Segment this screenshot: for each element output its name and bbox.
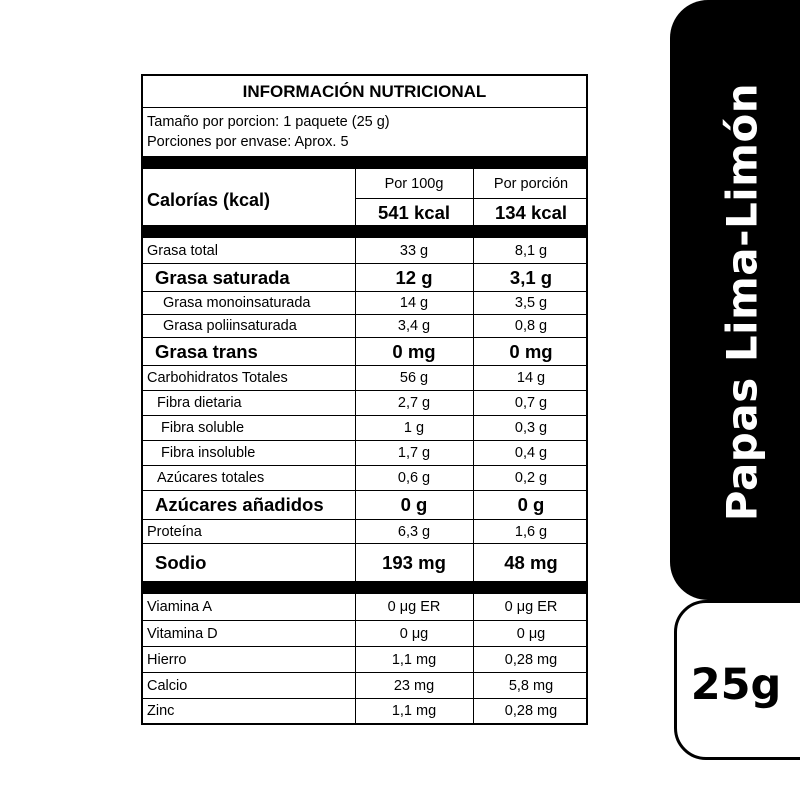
vitamin-zinc-row [143, 699, 586, 723]
vitamin-hierro-per100: 1,1 mg [391, 651, 437, 668]
thick-divider [143, 156, 586, 169]
nutrient-grasa-monoinsaturada-per100: 14 g [399, 295, 429, 311]
nutrient-grasa-total-per100: 33 g [399, 242, 429, 259]
nutrient-azucares-totales-row [143, 466, 586, 490]
nutrient-grasa-total-perportion: 8,1 g [514, 242, 548, 259]
nutrient-grasa-poliinsaturada-label: Grasa poliinsaturada [163, 318, 297, 334]
nutrition-facts-table [141, 74, 588, 725]
vitamin-viamina-a-per100: 0 μg ER [387, 599, 441, 615]
vitamin-vitamina-d-per100: 0 μg [399, 625, 429, 642]
nutrient-fibra-soluble-label: Fibra soluble [161, 420, 245, 436]
vitamin-hierro-perportion: 0,28 mg [504, 651, 558, 668]
nutrient-grasa-saturada-label: Grasa saturada [155, 266, 290, 288]
col-perportion-header: Por porción [493, 176, 569, 192]
nutrient-grasa-saturada-per100: 12 g [395, 266, 433, 288]
nutrient-azucares-totales-per100: 0,6 g [397, 470, 431, 486]
table-title: INFORMACIÓN NUTRICIONAL [242, 82, 487, 101]
nutrient-azucares-anadidos-label: Azúcares añadidos [155, 494, 324, 515]
nutrient-carbohidratos-totales-label: Carbohidratos Totales [147, 370, 288, 386]
nutrient-sodio-row [143, 544, 586, 581]
vitamin-hierro-row [143, 647, 586, 672]
nutrient-carbohidratos-totales-perportion: 14 g [516, 370, 546, 386]
nutrient-fibra-soluble-row [143, 416, 586, 440]
calories-perportion: 134 kcal [494, 202, 567, 223]
vitamin-calcio-label: Calcio [147, 677, 188, 694]
nutrient-grasa-monoinsaturada-perportion: 3,5 g [514, 295, 548, 311]
nutrient-fibra-insoluble-row [143, 441, 586, 465]
nutrient-fibra-dietaria-label: Fibra dietaria [157, 395, 242, 411]
product-name: Papas Lima-Limón [717, 82, 767, 522]
serving-size: Tamaño por porcion: 1 paquete (25 g) [147, 114, 390, 130]
col-per100-header: Por 100g [384, 176, 444, 192]
nutrient-proteina-per100: 6,3 g [397, 523, 431, 540]
vitamin-calcio-per100: 23 mg [393, 677, 435, 694]
nutrient-grasa-poliinsaturada-per100: 3,4 g [397, 318, 431, 334]
nutrient-proteina-row [143, 520, 586, 543]
vitamin-zinc-perportion: 0,28 mg [504, 703, 558, 719]
nutrient-fibra-soluble-per100: 1 g [403, 420, 425, 436]
nutrient-grasa-total-row [143, 238, 586, 263]
vitamin-hierro-label: Hierro [147, 651, 187, 668]
nutrient-grasa-trans-label: Grasa trans [155, 340, 258, 362]
nutrient-azucares-anadidos-row [143, 491, 586, 519]
nutrient-fibra-insoluble-label: Fibra insoluble [161, 445, 256, 461]
vitamin-vitamina-d-perportion: 0 μg [516, 625, 546, 642]
nutrient-fibra-dietaria-perportion: 0,7 g [514, 395, 548, 411]
nutrient-grasa-trans-per100: 0 mg [392, 340, 436, 362]
vitamin-zinc-label: Zinc [147, 703, 175, 719]
nutrient-azucares-totales-perportion: 0,2 g [514, 470, 548, 486]
vitamin-viamina-a-label: Viamina A [147, 599, 213, 615]
nutrient-grasa-saturada-row [143, 264, 586, 291]
vitamin-vitamina-d-label: Vitamina D [147, 625, 218, 642]
nutrient-grasa-poliinsaturada-row [143, 315, 586, 337]
nutrient-azucares-anadidos-perportion: 0 g [517, 494, 545, 515]
nutrient-fibra-dietaria-row [143, 391, 586, 415]
nutrient-grasa-monoinsaturada-row [143, 292, 586, 314]
vitamin-calcio-perportion: 5,8 mg [508, 677, 554, 694]
thick-divider [143, 225, 586, 238]
nutrient-grasa-trans-perportion: 0 mg [509, 340, 553, 362]
nutrient-fibra-soluble-perportion: 0,3 g [514, 420, 548, 436]
nutrient-grasa-total-label: Grasa total [147, 242, 218, 259]
nutrient-grasa-saturada-perportion: 3,1 g [509, 266, 553, 288]
vitamin-calcio-row [143, 673, 586, 698]
net-weight: 25g [690, 660, 782, 710]
thick-divider [143, 581, 586, 594]
nutrient-sodio-per100: 193 mg [382, 551, 446, 573]
nutrient-proteina-label: Proteína [147, 523, 202, 540]
vitamin-viamina-a-perportion: 0 μg ER [504, 599, 558, 615]
nutrient-sodio-label: Sodio [155, 551, 207, 573]
nutrient-carbohidratos-totales-row [143, 366, 586, 390]
vitamin-vitamina-d-row [143, 621, 586, 646]
nutrient-fibra-insoluble-per100: 1,7 g [397, 445, 431, 461]
vitamin-zinc-per100: 1,1 mg [391, 703, 437, 719]
nutrient-grasa-monoinsaturada-label: Grasa monoinsaturada [163, 295, 311, 311]
calories-per100: 541 kcal [377, 202, 450, 223]
nutrient-grasa-poliinsaturada-perportion: 0,8 g [514, 318, 548, 334]
nutrient-fibra-insoluble-perportion: 0,4 g [514, 445, 548, 461]
calories-label: Calorías (kcal) [147, 189, 271, 210]
nutrient-grasa-trans-row [143, 338, 586, 365]
nutrient-azucares-totales-label: Azúcares totales [157, 470, 265, 486]
nutrient-sodio-perportion: 48 mg [504, 551, 558, 573]
nutrient-azucares-anadidos-per100: 0 g [400, 494, 428, 515]
nutrient-carbohidratos-totales-per100: 56 g [399, 370, 429, 386]
servings-per-container: Porciones por envase: Aprox. 5 [147, 134, 349, 150]
nutrient-proteina-perportion: 1,6 g [514, 523, 548, 540]
vitamin-viamina-a-row [143, 594, 586, 620]
nutrient-fibra-dietaria-per100: 2,7 g [397, 395, 431, 411]
